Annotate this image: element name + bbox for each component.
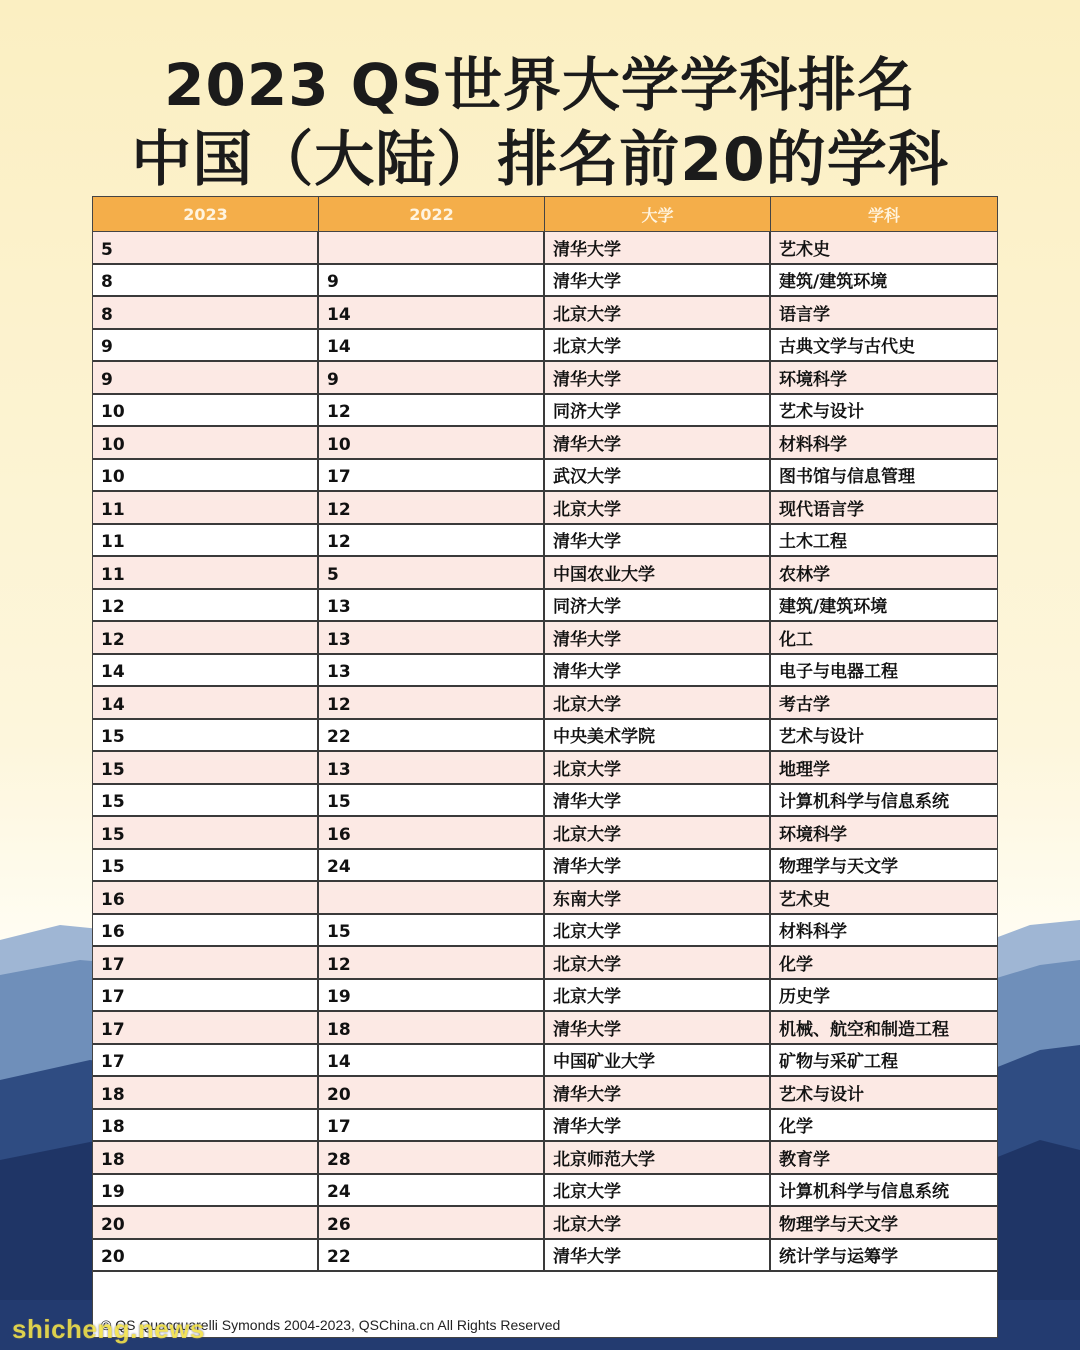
header-university: 大学 bbox=[545, 197, 771, 231]
university-cell: 清华大学 bbox=[545, 427, 771, 458]
rank-2023-cell: 17 bbox=[93, 980, 319, 1011]
rank-2022-cell: 18 bbox=[319, 1012, 545, 1043]
page-title-line2: 中国（大陆）排名前20的学科 bbox=[131, 125, 949, 195]
table-row bbox=[93, 557, 997, 590]
table-row bbox=[93, 427, 997, 460]
rank-2023-cell: 10 bbox=[93, 460, 319, 491]
rank-2023-cell: 18 bbox=[93, 1142, 319, 1173]
table-row bbox=[93, 1110, 997, 1143]
ranking-table bbox=[92, 196, 998, 1338]
university-cell: 同济大学 bbox=[545, 395, 771, 426]
university-cell: 中国矿业大学 bbox=[545, 1045, 771, 1076]
university-cell: 武汉大学 bbox=[545, 460, 771, 491]
subject-cell: 艺术史 bbox=[779, 239, 830, 260]
subject-cell: 考古学 bbox=[779, 694, 830, 715]
rank-2022-cell: 9 bbox=[319, 265, 545, 296]
table-row bbox=[93, 752, 997, 785]
rank-2023-cell: 14 bbox=[93, 655, 319, 686]
university-cell: 清华大学 bbox=[545, 525, 771, 556]
table-row bbox=[93, 590, 997, 623]
table-row bbox=[93, 947, 997, 980]
rank-2022-cell: 19 bbox=[319, 980, 545, 1011]
header-subject: 学科 bbox=[867, 205, 900, 225]
rank-2022-cell: 12 bbox=[319, 947, 545, 978]
rank-2022-cell: 14 bbox=[319, 297, 545, 328]
table-row bbox=[93, 850, 997, 883]
rank-2022-cell: 12 bbox=[319, 687, 545, 718]
rank-2023-cell: 20 bbox=[93, 1207, 319, 1238]
rank-2023-cell: 16 bbox=[93, 882, 319, 913]
table-row bbox=[93, 492, 997, 525]
rank-2022-cell: 22 bbox=[319, 720, 545, 751]
subject-cell: 化工 bbox=[779, 629, 813, 650]
subject-cell: 艺术与设计 bbox=[779, 402, 864, 422]
rank-2022-cell: 13 bbox=[319, 622, 545, 653]
rank-2023-cell: 19 bbox=[93, 1175, 319, 1206]
rank-2022-cell: 12 bbox=[319, 492, 545, 523]
university-cell: 北京大学 bbox=[545, 297, 771, 328]
university-cell: 清华大学 bbox=[545, 850, 771, 881]
university-cell: 清华大学 bbox=[545, 1012, 771, 1043]
rank-2023-cell: 15 bbox=[93, 752, 319, 783]
table-row bbox=[93, 980, 997, 1013]
subject-cell: 建筑/建筑环境 bbox=[779, 272, 888, 292]
table-row bbox=[93, 232, 997, 265]
table-row bbox=[93, 395, 997, 428]
university-cell: 东南大学 bbox=[545, 882, 771, 913]
rank-2022-cell: 13 bbox=[319, 590, 545, 621]
table-row bbox=[93, 1175, 997, 1208]
table-row bbox=[93, 1012, 997, 1045]
rank-2022-cell: 13 bbox=[319, 655, 545, 686]
subject-cell: 建筑/建筑环境 bbox=[779, 597, 888, 617]
rank-2022-cell: 26 bbox=[319, 1207, 545, 1238]
university-cell: 清华大学 bbox=[545, 1240, 771, 1271]
subject-cell: 材料科学 bbox=[779, 434, 847, 455]
subject-cell: 现代语言学 bbox=[779, 499, 864, 520]
rank-2023-cell: 8 bbox=[93, 297, 319, 328]
rank-2022-cell: 17 bbox=[319, 460, 545, 491]
subject-cell: 材料科学 bbox=[779, 922, 847, 942]
subject-cell: 语言学 bbox=[779, 304, 830, 325]
subject-cell: 教育学 bbox=[779, 1149, 830, 1170]
subject-cell: 化学 bbox=[779, 1117, 813, 1137]
table-row bbox=[93, 655, 997, 688]
university-cell: 北京大学 bbox=[545, 980, 771, 1011]
university-cell: 北京大学 bbox=[545, 687, 771, 718]
rank-2022-cell: 15 bbox=[319, 785, 545, 816]
rank-2023-cell: 9 bbox=[93, 330, 319, 361]
university-cell: 清华大学 bbox=[545, 622, 771, 653]
university-cell: 清华大学 bbox=[545, 1110, 771, 1141]
rank-2023-cell: 15 bbox=[93, 720, 319, 751]
university-cell: 北京师范大学 bbox=[545, 1142, 771, 1173]
table-row bbox=[93, 460, 997, 493]
rank-2023-cell: 14 bbox=[93, 687, 319, 718]
rank-2022-cell: 10 bbox=[319, 427, 545, 458]
university-cell: 清华大学 bbox=[545, 265, 771, 296]
table-row bbox=[93, 297, 997, 330]
rank-2023-cell: 17 bbox=[93, 947, 319, 978]
university-cell: 清华大学 bbox=[545, 362, 771, 393]
subject-cell: 地理学 bbox=[779, 759, 830, 780]
university-cell: 清华大学 bbox=[545, 1077, 771, 1108]
rank-2022-cell: 14 bbox=[319, 330, 545, 361]
subject-cell: 电子与电器工程 bbox=[779, 662, 898, 682]
subject-cell: 计算机科学与信息系统 bbox=[779, 1182, 949, 1202]
rank-2022-cell: 24 bbox=[319, 1175, 545, 1206]
university-cell: 北京大学 bbox=[545, 492, 771, 523]
rank-2022-cell: 14 bbox=[319, 1045, 545, 1076]
subject-cell: 物理学与天文学 bbox=[779, 857, 898, 877]
university-cell: 北京大学 bbox=[545, 1175, 771, 1206]
rank-2023-cell: 17 bbox=[93, 1045, 319, 1076]
subject-cell: 环境科学 bbox=[779, 824, 847, 845]
rank-2023-cell: 15 bbox=[93, 850, 319, 881]
university-cell: 清华大学 bbox=[545, 655, 771, 686]
subject-cell: 计算机科学与信息系统 bbox=[779, 792, 949, 812]
header-2023: 2023 bbox=[93, 197, 319, 231]
university-cell: 中国农业大学 bbox=[545, 557, 771, 588]
university-cell: 中央美术学院 bbox=[545, 720, 771, 751]
subject-cell: 矿物与采矿工程 bbox=[779, 1052, 898, 1072]
rank-2022-cell: 12 bbox=[319, 525, 545, 556]
table-row bbox=[93, 882, 997, 915]
table-row bbox=[93, 687, 997, 720]
table-row bbox=[93, 720, 997, 753]
page-title-line1: 2023 QS世界大学学科排名 bbox=[164, 51, 916, 119]
rank-2023-cell: 15 bbox=[93, 785, 319, 816]
table-row bbox=[93, 330, 997, 363]
university-cell: 清华大学 bbox=[545, 785, 771, 816]
rank-2022-cell: 17 bbox=[319, 1110, 545, 1141]
table-row bbox=[93, 817, 997, 850]
subject-cell: 古典文学与古代史 bbox=[779, 337, 915, 357]
table-row bbox=[93, 1077, 997, 1110]
university-cell: 清华大学 bbox=[545, 232, 771, 263]
table-body bbox=[93, 232, 997, 1272]
rank-2022-cell: 13 bbox=[319, 752, 545, 783]
header-2022: 2022 bbox=[319, 197, 545, 231]
table-row bbox=[93, 265, 997, 298]
table-header bbox=[93, 197, 997, 232]
rank-2022-cell: 15 bbox=[319, 915, 545, 946]
subject-cell: 土木工程 bbox=[779, 532, 847, 552]
rank-2022-cell: 16 bbox=[319, 817, 545, 848]
university-cell: 北京大学 bbox=[545, 947, 771, 978]
rank-2022-cell: 5 bbox=[319, 557, 545, 588]
table-row bbox=[93, 525, 997, 558]
rank-2023-cell: 17 bbox=[93, 1012, 319, 1043]
university-cell: 同济大学 bbox=[545, 590, 771, 621]
subject-cell: 历史学 bbox=[779, 987, 830, 1007]
subject-cell: 统计学与运筹学 bbox=[779, 1247, 898, 1267]
table-row bbox=[93, 1240, 997, 1273]
rank-2023-cell: 10 bbox=[93, 395, 319, 426]
table-row bbox=[93, 915, 997, 948]
subject-cell: 环境科学 bbox=[779, 369, 847, 390]
rank-2023-cell: 12 bbox=[93, 622, 319, 653]
subject-cell: 化学 bbox=[779, 954, 813, 975]
rank-2023-cell: 9 bbox=[93, 362, 319, 393]
rank-2023-cell: 5 bbox=[93, 232, 319, 263]
rank-2022-cell: 20 bbox=[319, 1077, 545, 1108]
rank-2023-cell: 18 bbox=[93, 1077, 319, 1108]
rank-2023-cell: 15 bbox=[93, 817, 319, 848]
table-row bbox=[93, 1045, 997, 1078]
rank-2023-cell: 8 bbox=[93, 265, 319, 296]
subject-cell: 物理学与天文学 bbox=[779, 1214, 898, 1235]
table-row bbox=[93, 1207, 997, 1240]
rank-2022-cell bbox=[319, 882, 545, 913]
rank-2023-cell: 11 bbox=[93, 557, 319, 588]
university-cell: 北京大学 bbox=[545, 752, 771, 783]
rank-2023-cell: 11 bbox=[93, 525, 319, 556]
rank-2022-cell: 22 bbox=[319, 1240, 545, 1271]
rank-2023-cell: 18 bbox=[93, 1110, 319, 1141]
subject-cell: 艺术史 bbox=[779, 889, 830, 910]
rank-2022-cell: 9 bbox=[319, 362, 545, 393]
table-row bbox=[93, 362, 997, 395]
subject-cell: 艺术与设计 bbox=[779, 727, 864, 747]
rank-2022-cell bbox=[319, 232, 545, 263]
university-cell: 北京大学 bbox=[545, 330, 771, 361]
watermark-logo: shicheng.news bbox=[12, 1314, 205, 1344]
subject-cell: 机械、航空和制造工程 bbox=[779, 1019, 949, 1040]
rank-2023-cell: 12 bbox=[93, 590, 319, 621]
university-cell: 北京大学 bbox=[545, 1207, 771, 1238]
rank-2023-cell: 11 bbox=[93, 492, 319, 523]
rank-2022-cell: 24 bbox=[319, 850, 545, 881]
rank-2023-cell: 20 bbox=[93, 1240, 319, 1271]
subject-cell: 艺术与设计 bbox=[779, 1084, 864, 1105]
copyright-footer: © QS Quacquarelli Symonds 2004-2023, QSChina.cn All Rights Reserved bbox=[101, 1317, 561, 1333]
university-cell: 北京大学 bbox=[545, 915, 771, 946]
table-row bbox=[93, 1142, 997, 1175]
rank-2022-cell: 12 bbox=[319, 395, 545, 426]
subject-cell: 农林学 bbox=[779, 564, 830, 585]
university-cell: 北京大学 bbox=[545, 817, 771, 848]
table-row bbox=[93, 622, 997, 655]
table-row bbox=[93, 785, 997, 818]
rank-2023-cell: 10 bbox=[93, 427, 319, 458]
subject-cell: 图书馆与信息管理 bbox=[779, 467, 915, 487]
rank-2023-cell: 16 bbox=[93, 915, 319, 946]
rank-2022-cell: 28 bbox=[319, 1142, 545, 1173]
